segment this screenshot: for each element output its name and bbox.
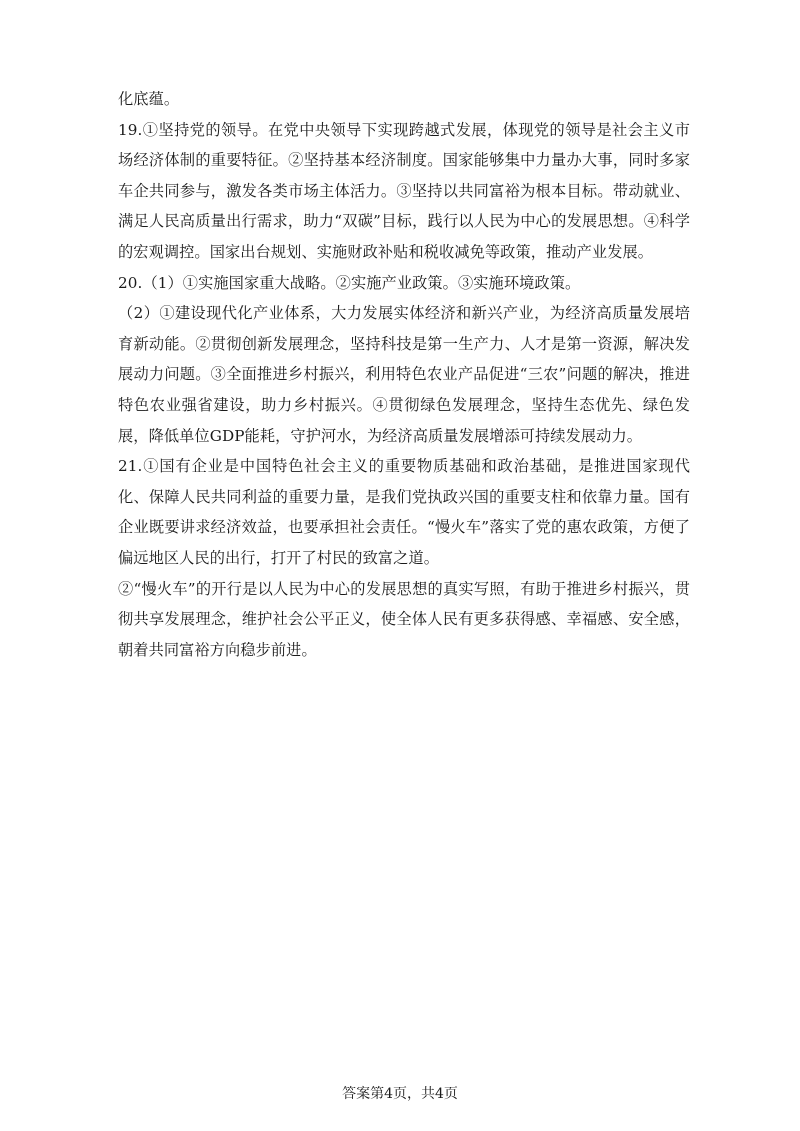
- answer-21-point-2: ②“慢火车”的开行是以人民为中心的发展思想的真实写照，有助于推进乡村振兴，贯彻共享发展理念，维护社会公平正义，使全体人民有更多获得感、幸福感、安全感，朝着共同富裕方向稳步前进。: [118, 579, 690, 659]
- paragraph-continuation: 化底蕴。: [118, 90, 180, 108]
- answer-20-part-2: （2）①建设现代化产业体系，大力发展实体经济和新兴产业，为经济高质量发展培育新动能。②贯彻创新发展理念，坚持科技是第一生产力、人才是第一资源，解决发展动力问题。③全面推进乡村振兴，利用特色农业产品促进“三农”问题的解决，推进特色农业强省建设，助力乡村振兴。④贯彻绿色发展理念，坚持生态优先、绿色发展，降低单位GDP能耗，守护河水，为经济高质量发展增添可持续发展动力。: [118, 304, 690, 445]
- answer-20-part-1: 20.（1）①实施国家重大战略。②实施产业政策。③实施环境政策。: [118, 273, 581, 292]
- answer-21-point-1: 21.①国有企业是中国特色社会主义的重要物质基础和政治基础，是推进国家现代化、保障人民共同利益的重要力量，是我们党执政兴国的重要支柱和依靠力量。国有企业既要讲求经济效益，也要承担社会责任。“慢火车”落实了党的惠农政策，方便了偏远地区人民的出行，打开了村民的致富之道。: [118, 457, 690, 567]
- answer-content: [118, 84, 690, 665]
- answer-19: 19.①坚持党的领导。在党中央领导下实现跨越式发展，体现党的领导是社会主义市场经济体制的重要特征。②坚持基本经济制度。国家能够集中力量办大事，同时多家车企共同参与，激发各类市场主体活力。③坚持以共同富裕为根本目标。带动就业、满足人民高质量出行需求，助力“双碳”目标，践行以人民为中心的发展思想。④科学的宏观调控。国家出台规划、实施财政补贴和税收减免等政策，推动产业发展。: [118, 120, 690, 261]
- page-footer: 答案第4页，共4页: [342, 1086, 458, 1102]
